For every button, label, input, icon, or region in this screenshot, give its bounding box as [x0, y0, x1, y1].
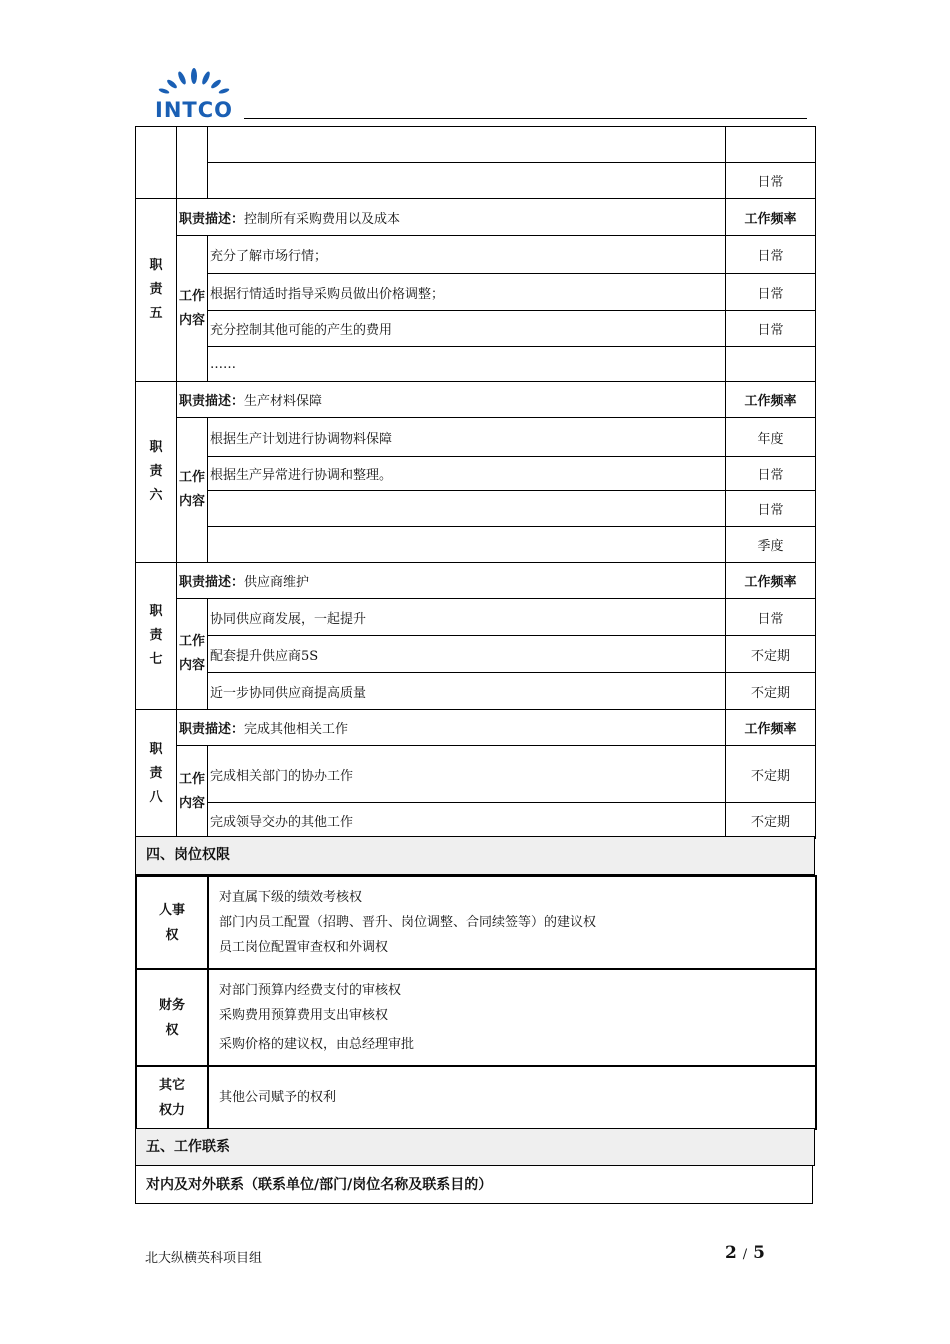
content-cell: 完成领导交办的其他工作	[208, 803, 726, 839]
duty-label: 职责六	[136, 382, 177, 563]
freq-cell	[726, 347, 816, 382]
authority-items	[208, 1066, 816, 1129]
authority-item: 对部门预算内经费支付的审核权	[219, 983, 402, 998]
work-content-label: 工作内容	[177, 746, 208, 839]
page-number: 2 / 5	[725, 1243, 765, 1263]
freq-cell: 不定期	[726, 673, 816, 710]
content-cell	[208, 163, 726, 199]
content-cell	[208, 491, 726, 527]
content-cell	[208, 127, 726, 163]
duty-label: 职责五	[136, 199, 177, 382]
freq-cell: 日常	[726, 311, 816, 347]
authority-label: 其它权力	[136, 1066, 208, 1129]
freq-header: 工作频率	[726, 563, 816, 599]
freq-header: 工作频率	[726, 382, 816, 418]
authority-item: 部门内员工配置（招聘、晋升、岗位调整、合同续签等）的建议权	[219, 915, 597, 930]
freq-cell: 不定期	[726, 803, 816, 839]
authority-label: 人事权	[136, 876, 208, 969]
content-cell: 充分了解市场行情；	[208, 236, 726, 274]
freq-header: 工作频率	[726, 199, 816, 236]
authority-item: 采购价格的建议权，由总经理审批	[219, 1037, 415, 1052]
logo-text: INTCO	[155, 98, 233, 120]
authority-items	[208, 876, 816, 969]
content-cell: 根据生产计划进行协调物料保障	[208, 418, 726, 457]
content-cell	[208, 527, 726, 563]
authority-item: 对直属下级的绩效考核权	[219, 890, 363, 905]
content-cell: 充分控制其他可能的产生的费用	[208, 311, 726, 347]
work-content-label: 工作内容	[177, 236, 208, 382]
content-cell: 完成相关部门的协办工作	[208, 746, 726, 803]
contact-header: 对内及对外联系（联系单位/部门/岗位名称及联系目的）	[135, 1166, 813, 1204]
authority-item: 其他公司赋予的权利	[219, 1090, 337, 1105]
logo-sun-icon	[142, 66, 246, 120]
header-rule	[244, 118, 807, 119]
freq-cell: 日常	[726, 599, 816, 636]
authority-items	[208, 969, 816, 1066]
duty-description: 职责描述：生产材料保障	[177, 382, 726, 418]
duty-label-cell-prev	[136, 127, 177, 199]
freq-cell: 不定期	[726, 746, 816, 803]
duty-description: 职责描述：供应商维护	[177, 563, 726, 599]
freq-cell: 年度	[726, 418, 816, 457]
freq-cell: 不定期	[726, 636, 816, 673]
authority-label: 财务权	[136, 969, 208, 1066]
freq-cell: 日常	[726, 274, 816, 311]
content-cell: 根据行情适时指导采购员做出价格调整；	[208, 274, 726, 311]
freq-cell: 日常	[726, 163, 816, 199]
work-content-label: 工作内容	[177, 599, 208, 710]
content-cell: 协同供应商发展，一起提升	[208, 599, 726, 636]
section-heading-relations: 五、工作联系	[135, 1128, 815, 1166]
content-cell: 配套提升供应商5S	[208, 636, 726, 673]
duty-label: 职责七	[136, 563, 177, 710]
work-content-label: 工作内容	[177, 418, 208, 563]
section-heading-authority: 四、岗位权限	[135, 836, 815, 875]
freq-cell: 日常	[726, 236, 816, 274]
freq-cell: 日常	[726, 491, 816, 527]
duties-table	[135, 126, 816, 839]
freq-cell	[726, 127, 816, 163]
duty-description: 职责描述：完成其他相关工作	[177, 710, 726, 746]
footer-org: 北大纵横英科项目组	[145, 1251, 263, 1266]
intco-logo	[142, 66, 246, 120]
authority-table	[135, 875, 817, 1130]
content-cell: 近一步协同供应商提高质量	[208, 673, 726, 710]
authority-item: 采购费用预算费用支出审核权	[219, 1008, 389, 1023]
duty-label: 职责八	[136, 710, 177, 839]
work-label-cell-prev	[177, 127, 208, 199]
freq-cell: 日常	[726, 457, 816, 491]
duty-description: 职责描述：控制所有采购费用以及成本	[177, 199, 726, 236]
content-cell: 根据生产异常进行协调和整理。	[208, 457, 726, 491]
freq-cell: 季度	[726, 527, 816, 563]
authority-item: 员工岗位配置审查权和外调权	[219, 940, 389, 955]
content-cell: ……	[208, 347, 726, 382]
freq-header: 工作频率	[726, 710, 816, 746]
